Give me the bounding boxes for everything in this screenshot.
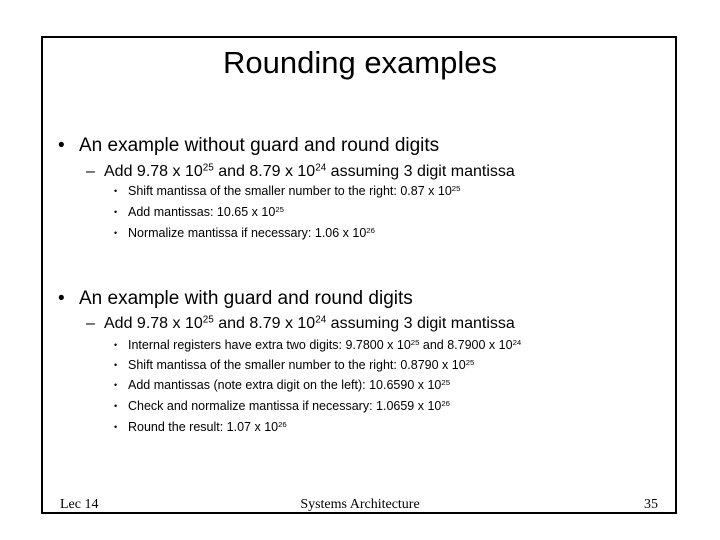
step-text: Add mantissas: 10.65 x $10^{25}$ [128, 204, 284, 219]
footer-course-title: Systems Architecture [300, 497, 420, 512]
section-heading-text: An example with guard and round digits [79, 288, 413, 309]
bullet-icon: • [58, 135, 65, 156]
step-text: Normalize mantissa if necessary: 1.06 x $10^{26}$ [128, 225, 375, 240]
bullet-icon: • [114, 422, 118, 432]
step-text: Shift mantissa of the smaller number to the right: 0.8790 x $10^{25}$ [128, 357, 475, 372]
footer-lecture: Lec 14 [60, 497, 99, 512]
bullet-icon: • [114, 207, 118, 217]
slide-frame [41, 36, 677, 514]
step-text: Check and normalize mantissa if necessary: 1.0659 x $10^{26}$ [128, 398, 450, 413]
slide-title: Rounding examples [222, 45, 497, 80]
dash-icon: – [86, 315, 95, 332]
footer-page-number: 35 [644, 497, 658, 512]
step-text: Add mantissas (note extra digit on the left): 10.6590 x $10^{25}$ [128, 377, 451, 392]
bullet-icon: • [114, 186, 118, 196]
bullet-icon: • [114, 228, 118, 238]
bullet-icon: • [114, 360, 118, 370]
section-heading-text: An example without guard and round digits [79, 135, 440, 156]
subheading-text: Add 9.78 x $10^{25}$ and 8.79 x $10^{24}$ assuming 3 digit mantissa [104, 314, 515, 332]
step-text: Shift mantissa of the smaller number to the right: 0.87 x $10^{25}$ [128, 183, 461, 198]
bullet-icon: • [114, 340, 118, 350]
step-text: Internal registers have extra two digits: 9.7800 x $10^{25}$ and 8.7900 x $10^{24}$ [128, 337, 522, 352]
dash-icon: – [86, 163, 95, 180]
bullet-icon: • [114, 380, 118, 390]
subheading-text: Add 9.78 x $10^{25}$ and 8.79 x $10^{24}$ assuming 3 digit mantissa [104, 162, 515, 180]
bullet-icon: • [114, 401, 118, 411]
bullet-icon: • [58, 288, 65, 309]
step-text: Round the result: 1.07 x $10^{26}$ [128, 419, 287, 434]
